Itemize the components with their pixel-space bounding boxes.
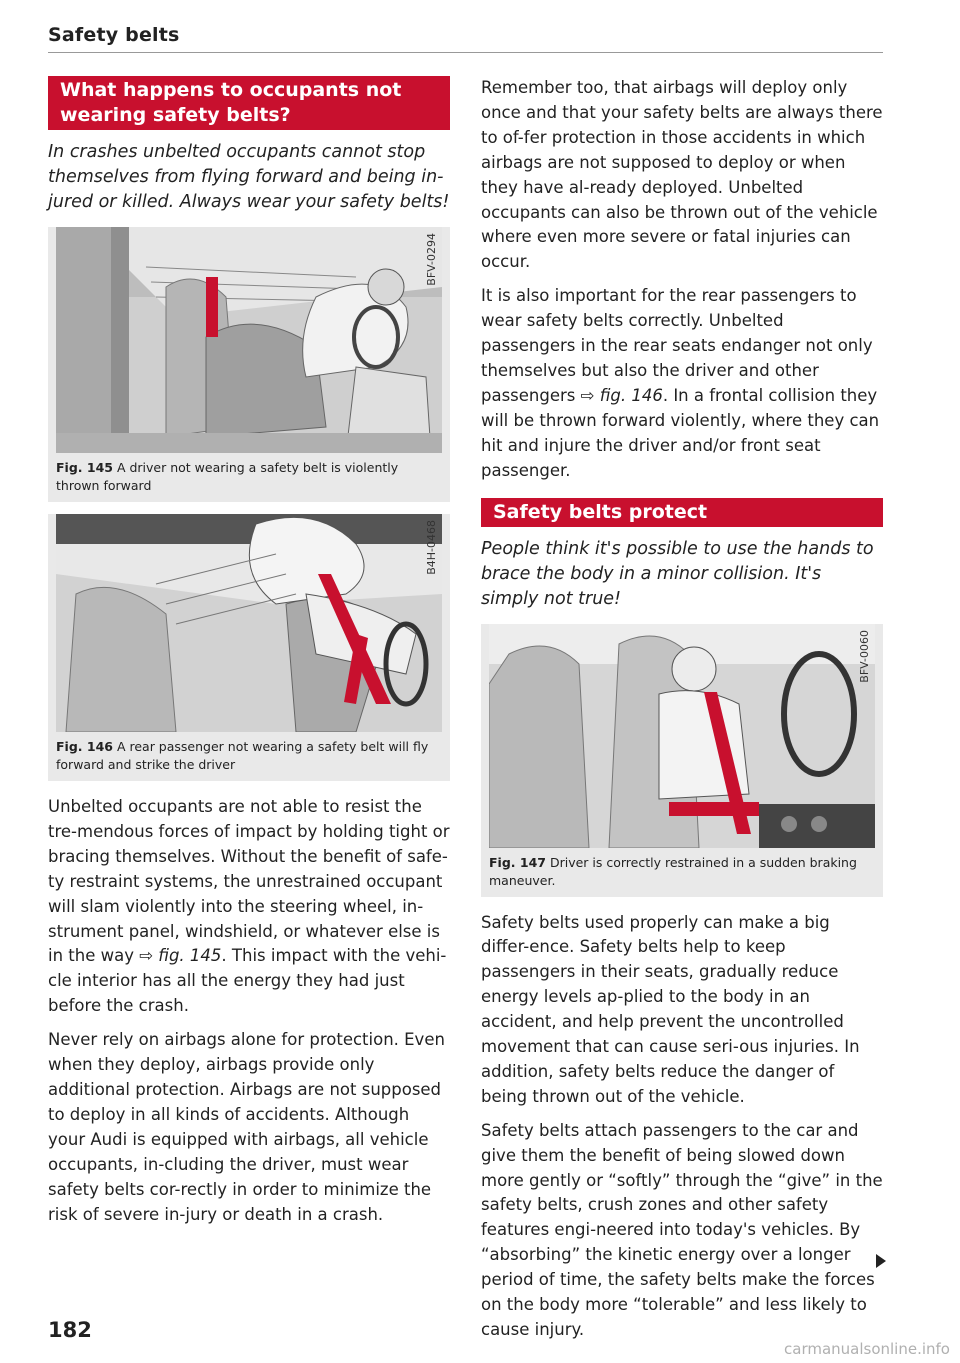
caption-text: A driver not wearing a safety belt is violently thrown forward (56, 460, 399, 493)
lead-text-unbelted: In crashes unbelted occupants cannot stop themselves from flying forward and being in-jured or killed. Always wear your safety belts! (48, 142, 450, 212)
figure-146-caption (48, 732, 450, 781)
figure-145-image (56, 227, 442, 453)
figure-145 (48, 227, 450, 502)
caption-text: Driver is correctly restrained in a sudden braking maneuver. (489, 854, 857, 888)
figure-147-image (489, 624, 875, 848)
figure-label: Fig. 147 (489, 854, 546, 870)
paragraph-airbags-once: Remember too, that airbags will deploy only once and that your safety belts are always there to of-fer protection in those accidents in which airbags are not supposed to deploy or when they have al-ready deployed. Unbelted occupants can also be thrown out of the vehicle where even more severe or fatal injuries can occur. (481, 78, 883, 272)
watermark: carmanualsonline.info (784, 1340, 950, 1358)
paragraph-airbags-alone: Never rely on airbags alone for protection. Even when they deploy, airbags provide only additional protection. Airbags are not supposed to deploy in all kinds of accidents. Although your Audi is equipped with airbags, all vehicle occupants, in-cluding the driver, must wear safety belts cor-rectly in order to minimize the risk of severe in-jury or death in a crash. (48, 1030, 445, 1224)
header-divider (48, 52, 883, 53)
figure-147-caption (481, 848, 883, 897)
continue-arrow-icon (876, 1254, 886, 1268)
figure-label: Fig. 146 (56, 739, 113, 754)
unbelted-driver-illustration (56, 227, 442, 453)
rear-passenger-illustration (56, 514, 442, 732)
figure-code: B4H-0468 (425, 520, 438, 575)
lead-text-protect: People think it's possible to use the hands to brace the body in a minor collision. It's simply not true! (481, 538, 874, 609)
paragraph-text: . This impact with the vehi-cle interior has all the energy they had just before the crash. (48, 946, 447, 1016)
right-column (481, 76, 883, 1343)
figure-146 (48, 514, 450, 781)
figure-146-image (56, 514, 442, 732)
paragraph-attach-passengers: Safety belts attach passengers to the car and give them the benefit of being slowed down more gently or “softly” through the “give” in the safety belts, crush zones and other safety features engi-neered into today's vehicles. By “absorbing” the kinetic energy over a longer period of time, the safety belts make the forces on the body more “tolerable” and less likely to cause injury. (481, 1120, 883, 1339)
figure-reference-link[interactable]: ⇨ fig. 145 (139, 946, 222, 966)
section-heading-unbelted: What happens to occupants not wearing safety belts? (48, 76, 450, 130)
paragraph-big-difference: Safety belts used properly can make a big differ-ence. Safety belts help to keep passengers in their seats, gradually reduce energy levels ap-plied to the body in an accident, and help prevent the uncontrolled movement that can cause seri-ous injuries. In addition, safety belts reduce the danger of being thrown out of the vehicle. (481, 912, 860, 1106)
left-column (48, 76, 450, 1227)
page-number: 182 (48, 1318, 92, 1342)
paragraph-text: . In a frontal collision they will be thrown forward violently, where they can hit and injure the driver and/or front seat passenger. (481, 385, 880, 480)
paragraph-text: Unbelted occupants are not able to resist the tre-mendous forces of impact by holding tight or bracing themselves. Without the benefit of safe-ty restraint systems, the unrestrained occupant will slam violently into the steering wheel, in-strument panel, windshield, or whatever else is in the way (48, 797, 450, 966)
paragraph-rear-passengers (481, 284, 883, 483)
figure-code: BFV-0294 (425, 233, 438, 286)
figure-reference-link[interactable]: ⇨ fig. 146 (580, 385, 663, 405)
paragraph-text: It is also important for the rear passengers to wear safety belts correctly. Unbelted passengers in the rear seats endanger not only themselves but also the driver and other passengers (481, 286, 873, 405)
figure-145-caption (48, 453, 450, 502)
section-title: Safety belts (48, 24, 180, 46)
paragraph-unbelted-forces (48, 795, 450, 1019)
figure-code: BFV-0060 (858, 629, 871, 683)
caption-text: A rear passenger not wearing a safety belt will fly forward and strike the driver (56, 739, 429, 772)
figure-label: Fig. 145 (56, 460, 113, 475)
figure-147 (481, 624, 883, 897)
belted-driver-illustration (489, 624, 875, 848)
section-heading-protect: Safety belts protect (481, 498, 883, 527)
